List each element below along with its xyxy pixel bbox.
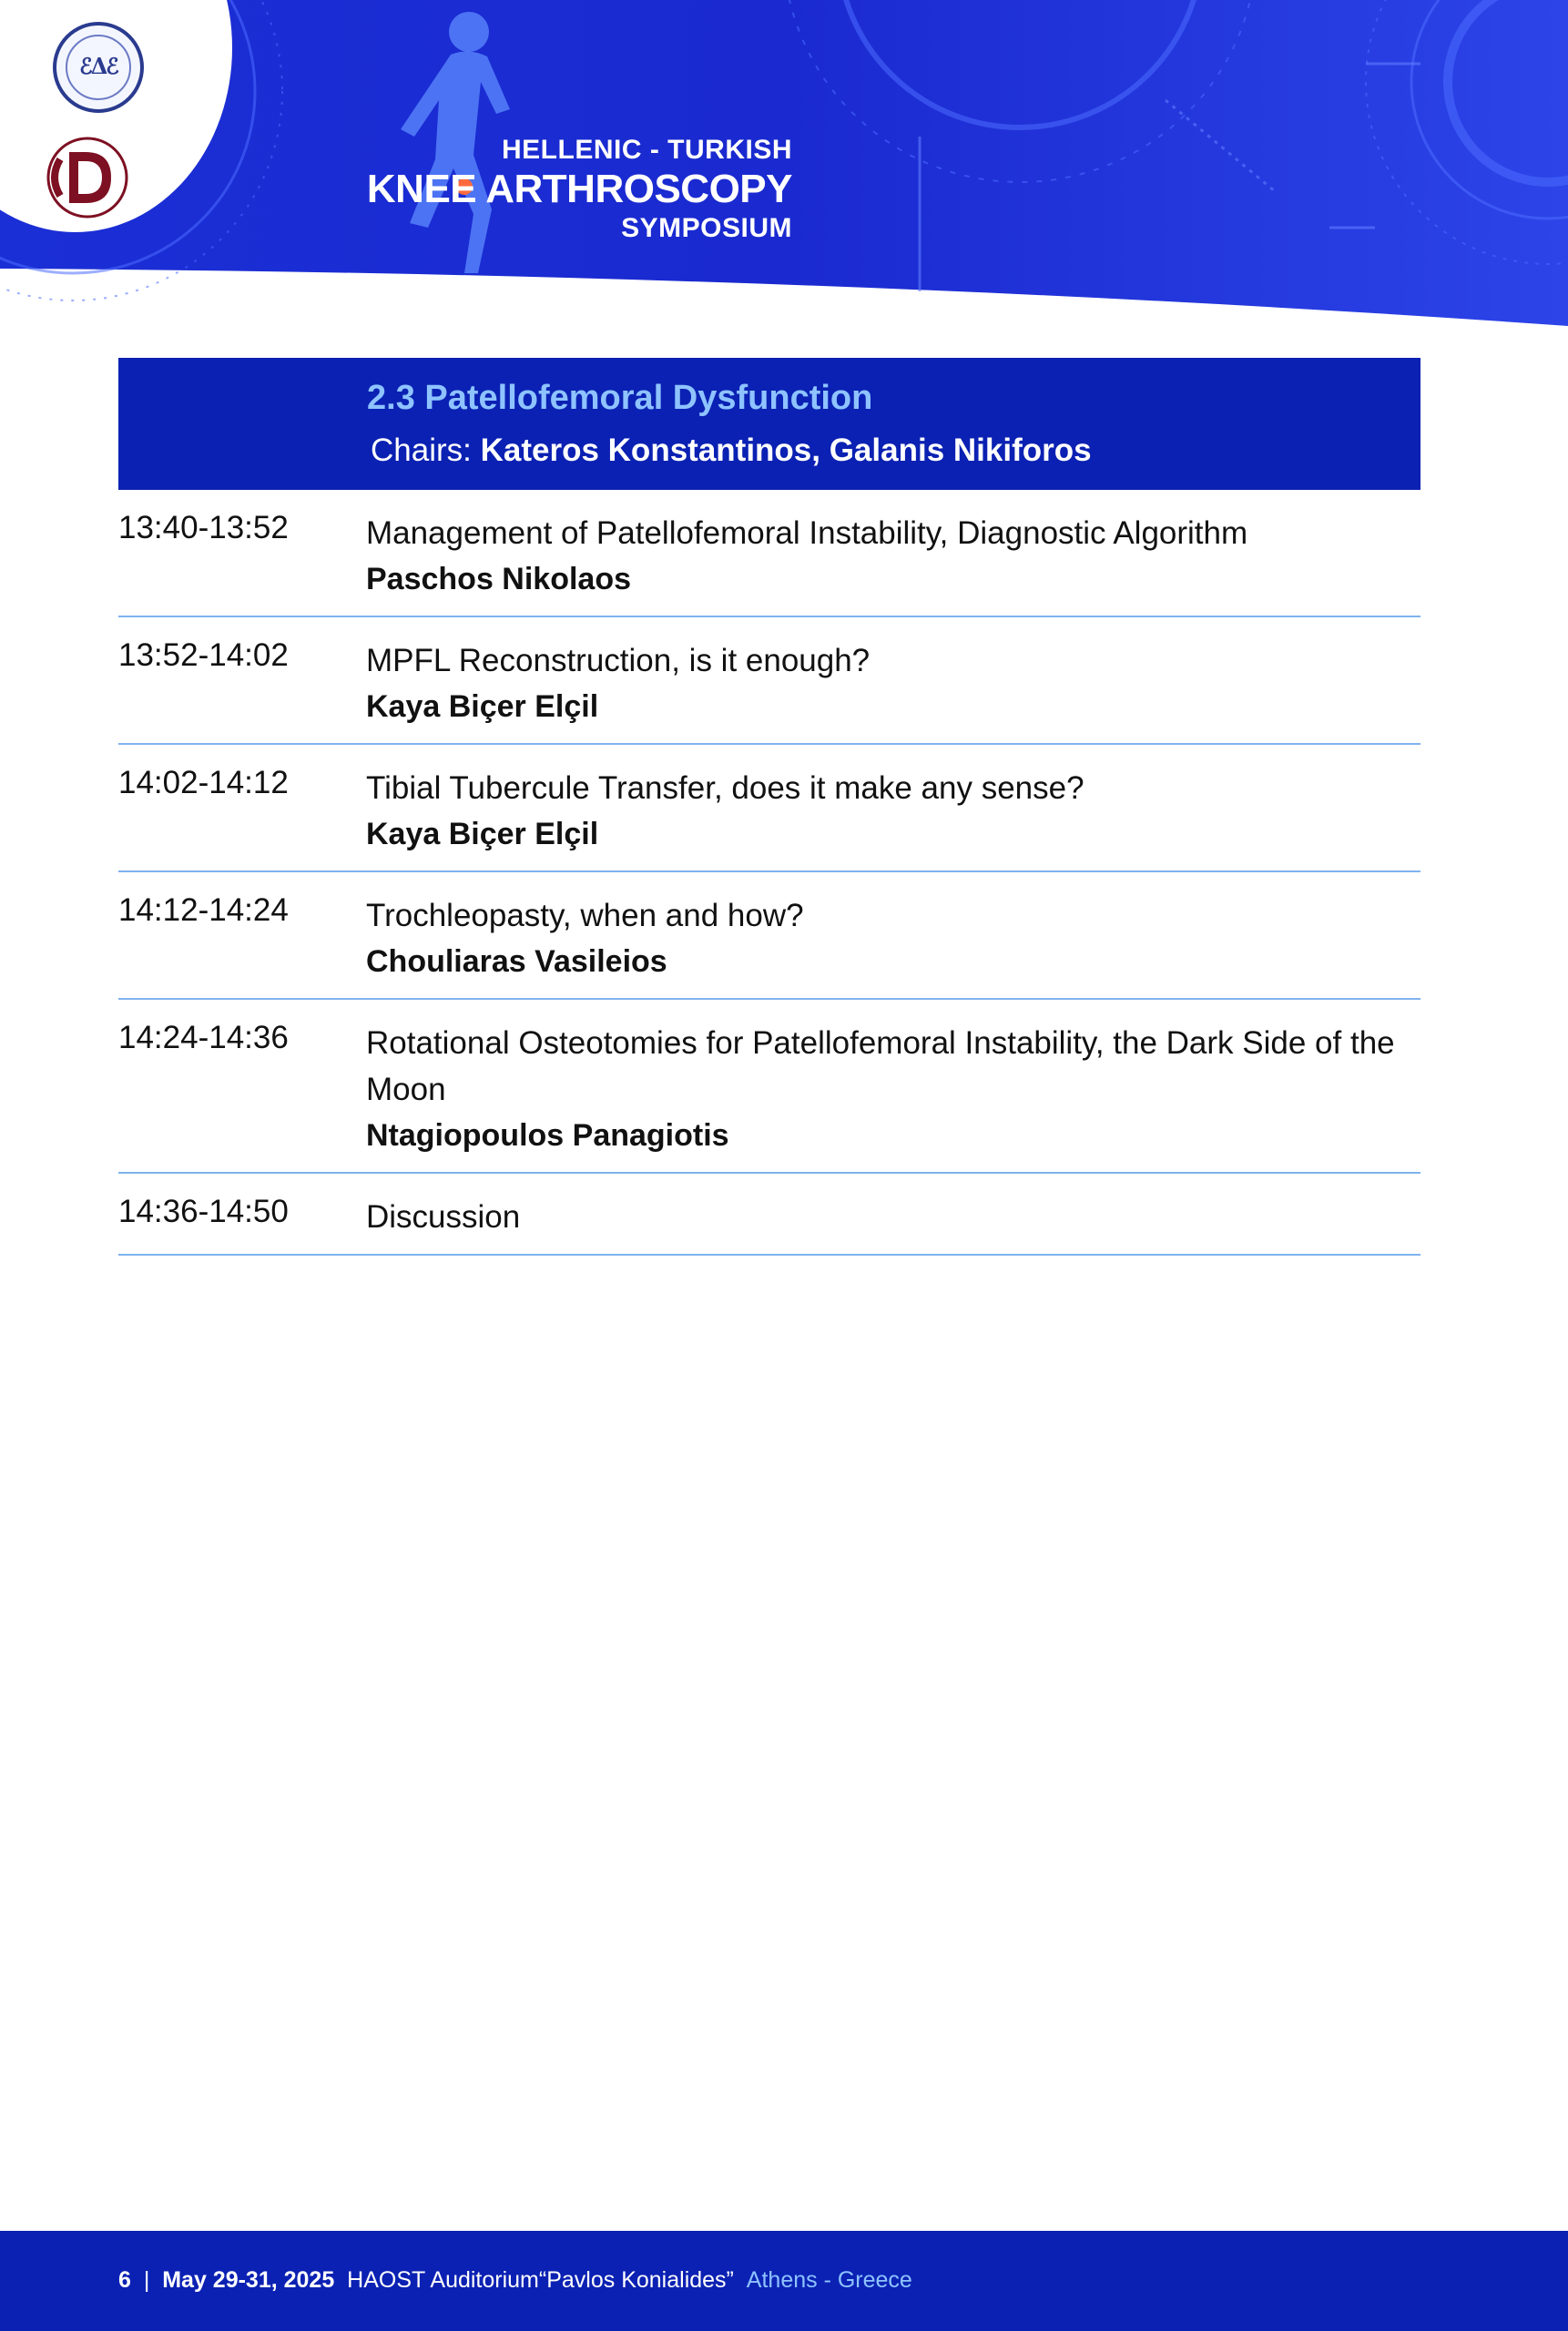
title-line-3: SYMPOSIUM bbox=[621, 213, 792, 243]
footer-separator: | bbox=[143, 2267, 150, 2293]
talk-row bbox=[118, 617, 1420, 745]
talk-speaker: Chouliaras Vasileios bbox=[366, 944, 667, 979]
talk-time: 14:02-14:12 bbox=[118, 765, 289, 800]
talk-title: Management of Patellofemoral Instability, Diagnostic Algorithm bbox=[366, 515, 1248, 551]
talk-row bbox=[118, 490, 1420, 617]
page-number: 6 bbox=[118, 2267, 131, 2293]
event-location: Athens - Greece bbox=[746, 2267, 912, 2293]
talk-time: 14:36-14:50 bbox=[118, 1194, 289, 1229]
turkish-society-logo bbox=[42, 132, 158, 223]
talk-time: 13:40-13:52 bbox=[118, 510, 289, 545]
footer-text bbox=[118, 2267, 912, 2294]
session-chairs bbox=[371, 433, 1092, 469]
talk-speaker: Kaya Biçer Elçil bbox=[366, 817, 599, 851]
talk-row bbox=[118, 745, 1420, 872]
talk-title: Discussion bbox=[366, 1199, 521, 1235]
talk-time: 13:52-14:02 bbox=[118, 637, 289, 673]
symposium-title bbox=[328, 137, 792, 242]
session-header bbox=[118, 358, 1420, 490]
talk-speaker: Kaya Biçer Elçil bbox=[366, 689, 599, 724]
session-table bbox=[118, 358, 1420, 1256]
talk-time: 14:12-14:24 bbox=[118, 892, 289, 928]
session-title: 2.3 Patellofemoral Dysfunction bbox=[367, 379, 873, 417]
talk-title: Rotational Osteotomies for Patellofemoral Instability, the Dark Side of the Moon bbox=[366, 1025, 1395, 1107]
talk-speaker: Ntagiopoulos Panagiotis bbox=[366, 1118, 729, 1153]
talk-title: Trochleopasty, when and how? bbox=[366, 898, 804, 933]
chairs-label: Chairs: bbox=[371, 433, 472, 468]
chairs-names: Kateros Konstantinos, Galanis Nikiforos bbox=[480, 433, 1092, 468]
talk-row bbox=[118, 1000, 1420, 1174]
talk-speaker: Paschos Nikolaos bbox=[366, 562, 632, 596]
title-line-1: HELLENIC - TURKISH bbox=[502, 135, 792, 165]
haost-logo: ℰΔℰ bbox=[53, 22, 144, 113]
talk-row bbox=[118, 1174, 1420, 1256]
event-dates: May 29-31, 2025 bbox=[162, 2267, 335, 2293]
header-banner bbox=[0, 0, 1568, 337]
event-venue: HAOST Auditorium“Pavlos Konialides” bbox=[347, 2267, 734, 2293]
page-footer bbox=[0, 2231, 1568, 2331]
title-line-2: KNEE ARTHROSCOPY bbox=[366, 167, 792, 211]
talk-title: MPFL Reconstruction, is it enough? bbox=[366, 643, 871, 678]
talk-title: Tibial Tubercule Transfer, does it make any sense? bbox=[366, 770, 1084, 806]
talk-time: 14:24-14:36 bbox=[118, 1020, 289, 1055]
talk-row bbox=[118, 872, 1420, 1000]
